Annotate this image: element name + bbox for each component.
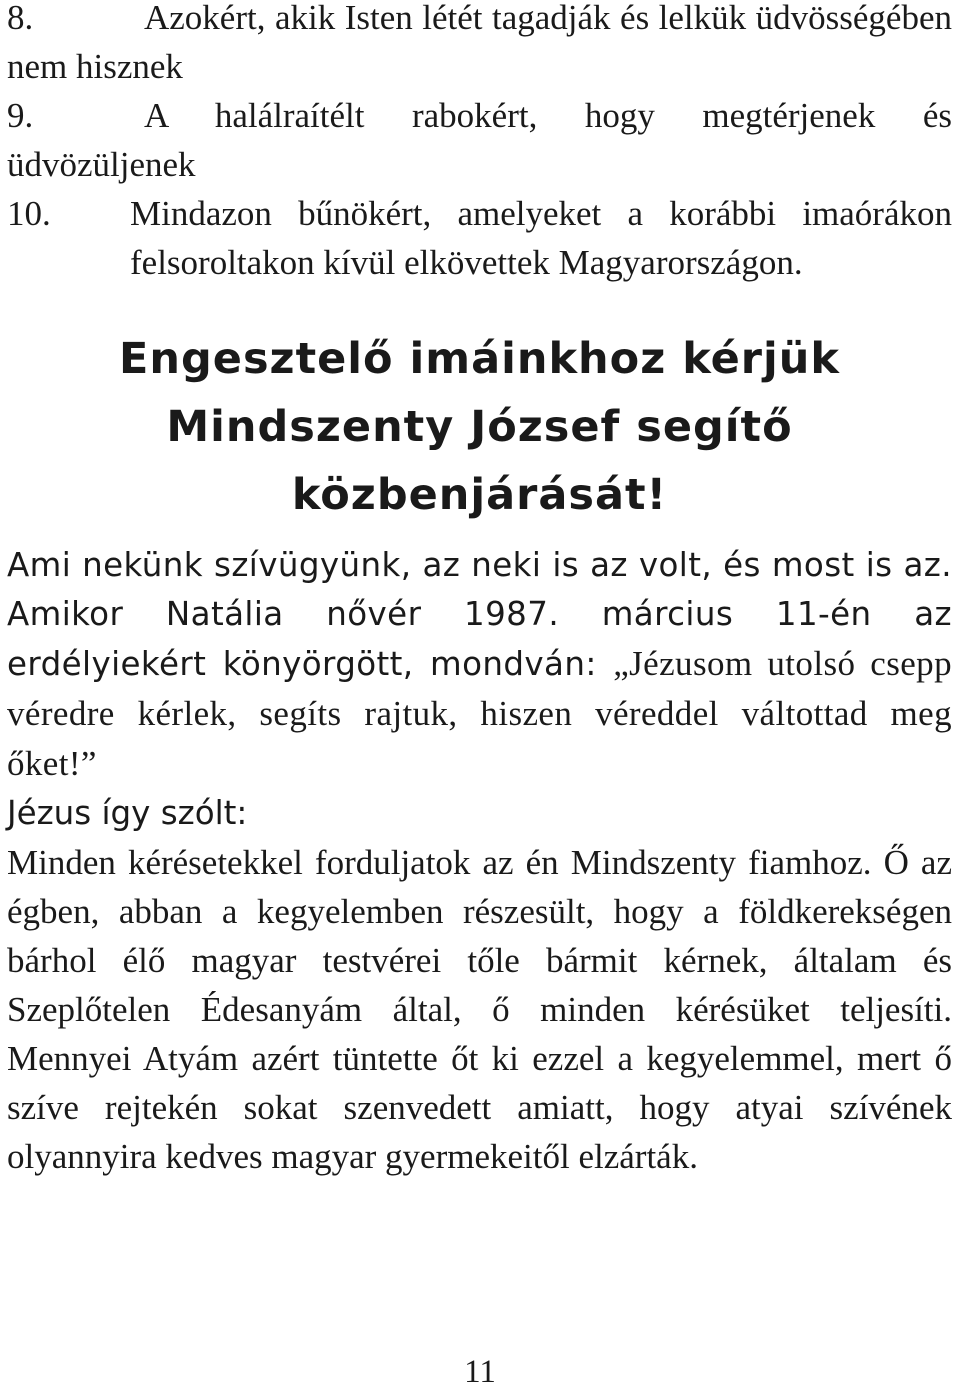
list-item-text: Mindazon bűnökért, amelyeket a korábbi imaórákon felsoroltakon kívül elkövettek Magyarországon. [130, 194, 952, 282]
list-item [7, 189, 952, 287]
intention-list [7, 0, 952, 287]
page-number: 11 [464, 1354, 496, 1390]
intro-text: Ami nekünk szívügyünk, az neki is az volt, és most is az. Amikor Natália nővér 1987. március 11-én az erdélyiekért könyörgött, mondván: [7, 546, 952, 683]
jesus-said-line: Jézus így szólt: [7, 794, 248, 832]
list-item: 9. A halálraítélt rabokért, hogy megtérjenek és üdvözüljenek [7, 91, 952, 189]
intro-paragraph [7, 541, 952, 789]
section-heading: Engesztelő imáinkhoz kérjük Mindszenty József segítő közbenjárását! [119, 334, 840, 520]
message-paragraph: Minden kérésetekkel forduljatok az én Mindszenty fiamhoz. Ő az égben, abban a kegyelemben részesült, hogy a földkerekségen bárhol élő magyar testvérei tőle bármit kérnek, általam és Szeplőtelen Édesanyám által, ő minden kérésüket teljesíti. Mennyei Atyám azért tüntette őt ki ezzel a kegyelemmel, mert ő szíve rejtekén sokat szenvedett amiatt, hogy atyai szívének olyannyira kedves magyar gyermekeitől elzárták. [7, 843, 952, 1176]
list-item-text: A halálraítélt rabokért, hogy megtérjenek és üdvözüljenek [7, 96, 952, 184]
list-item: 8. Azokért, akik Isten létét tagadják és lelkük üdvösségében nem hisznek [7, 0, 952, 91]
prayer-quote: „Jézusom utolsó csepp véredre kérlek, segíts rajtuk, hiszen véreddel váltottad meg őket!” [7, 644, 952, 783]
list-item-text: Azokért, akik Isten létét tagadják és lelkük üdvösségében nem hisznek [7, 0, 952, 86]
list-item-number: 10. [7, 194, 51, 233]
